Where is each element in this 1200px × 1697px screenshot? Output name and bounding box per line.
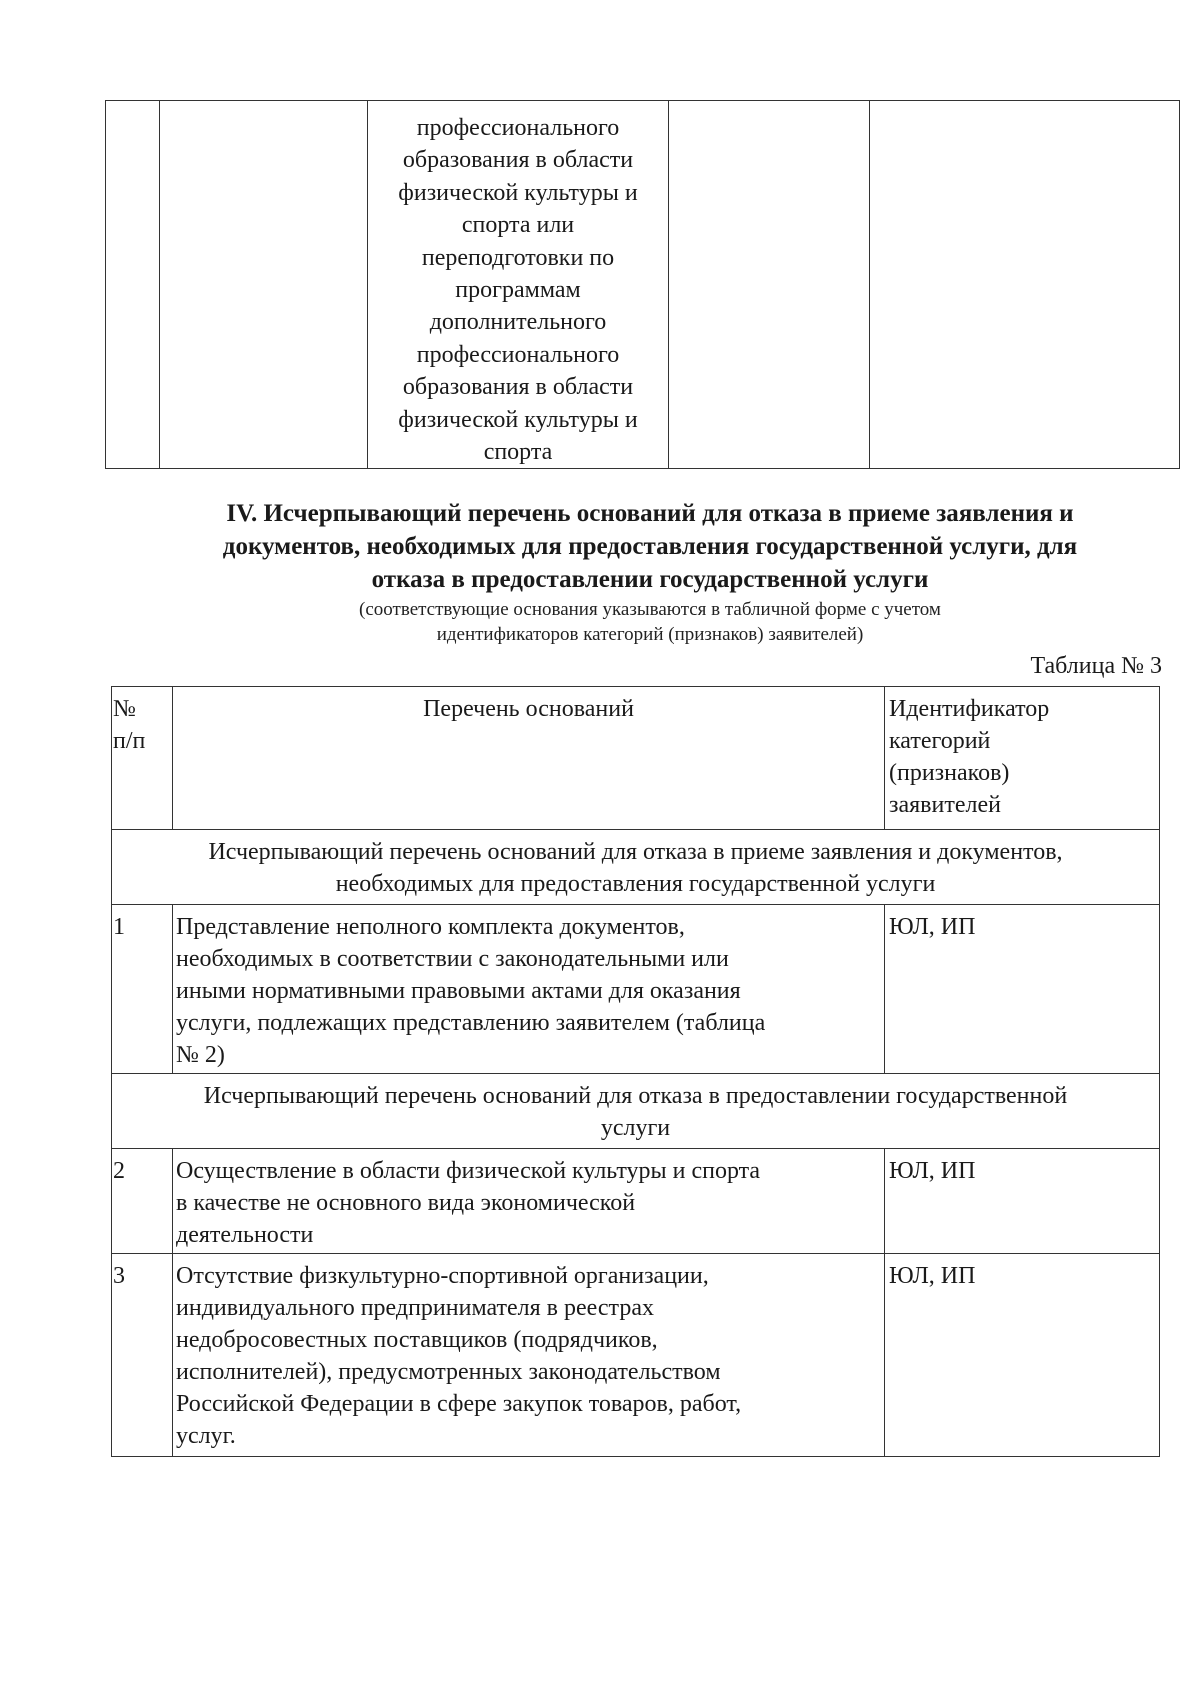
text-line: физической культуры и bbox=[398, 406, 638, 433]
table-cell bbox=[160, 101, 368, 469]
row-applicant-id: ЮЛ, ИП bbox=[885, 1254, 1160, 1457]
row-applicant-id: ЮЛ, ИП bbox=[885, 1149, 1160, 1254]
text-line: физической культуры и bbox=[398, 179, 638, 206]
group-row-acceptance-refusal bbox=[112, 830, 1160, 905]
text-line: программам bbox=[455, 277, 581, 304]
heading-line: IV. Исчерпывающий перечень оснований для отказа в приеме заявления и bbox=[226, 500, 1074, 527]
row-num: 3 bbox=[112, 1254, 173, 1457]
heading-line: отказа в предоставлении государственной услуги bbox=[371, 566, 929, 593]
section-heading bbox=[120, 497, 1180, 596]
group-title: Исчерпывающий перечень оснований для отказа в предоставлении государственной услуги bbox=[112, 1074, 1160, 1149]
row-basis: Представление неполного комплекта документов, необходимых в соответствии с законодательными или иными нормативными правовыми актами для оказания услуги, подлежащих представлению заявителем (таблица № 2) bbox=[173, 905, 885, 1074]
table-caption: Таблица № 3 bbox=[1030, 653, 1162, 679]
table-row bbox=[112, 1254, 1160, 1457]
row-applicant-id: ЮЛ, ИП bbox=[885, 905, 1160, 1074]
table-cell bbox=[669, 101, 870, 469]
table-row bbox=[112, 1149, 1160, 1254]
heading-line: документов, необходимых для предоставления государственной услуги, для bbox=[222, 533, 1078, 560]
text-line: профессионального bbox=[416, 115, 620, 141]
text-line: переподготовки по bbox=[421, 244, 615, 271]
row-basis: Осуществление в области физической культуры и спорта в качестве не основного вида экономической деятельности bbox=[173, 1149, 885, 1254]
text-line: образования в области bbox=[402, 147, 634, 174]
row-num: 1 bbox=[112, 905, 173, 1074]
text-line: дополнительного bbox=[429, 309, 607, 336]
table-row bbox=[106, 101, 1180, 469]
row-basis: Отсутствие физкультурно-спортивной организации, индивидуального предпринимателя в реестрах недобросовестных поставщиков (подрядчиков, исполнителей), предусмотренных законодательством Российской Федерации в сфере закупок товаров, работ, услуг. bbox=[173, 1254, 885, 1457]
section-note bbox=[180, 597, 1120, 647]
table-cell-requirements bbox=[368, 101, 669, 469]
table-row bbox=[112, 905, 1160, 1074]
table-header-row bbox=[112, 687, 1160, 830]
group-title: Исчерпывающий перечень оснований для отказа в приеме заявления и документов, необходимых для предоставления государственной услуги bbox=[112, 830, 1160, 905]
note-line: (соответствующие основания указываются в табличной форме с учетом bbox=[359, 599, 941, 620]
header-basis: Перечень оснований bbox=[173, 687, 885, 830]
text-line: спорта или bbox=[461, 212, 575, 239]
cell-text bbox=[368, 101, 668, 468]
table-cell bbox=[106, 101, 160, 469]
continued-table bbox=[105, 100, 1180, 469]
grounds-table bbox=[111, 686, 1160, 1457]
header-num: № п/п bbox=[112, 687, 173, 830]
text-line: профессионального bbox=[416, 341, 620, 368]
group-row-service-refusal bbox=[112, 1074, 1160, 1149]
text-line: спорта bbox=[483, 439, 553, 466]
row-num: 2 bbox=[112, 1149, 173, 1254]
header-applicant-id: Идентификатор категорий (признаков) заявителей bbox=[885, 687, 1160, 830]
table-cell bbox=[870, 101, 1180, 469]
text-line: образования в области bbox=[402, 374, 634, 401]
note-line: идентификаторов категорий (признаков) заявителей) bbox=[436, 624, 864, 645]
